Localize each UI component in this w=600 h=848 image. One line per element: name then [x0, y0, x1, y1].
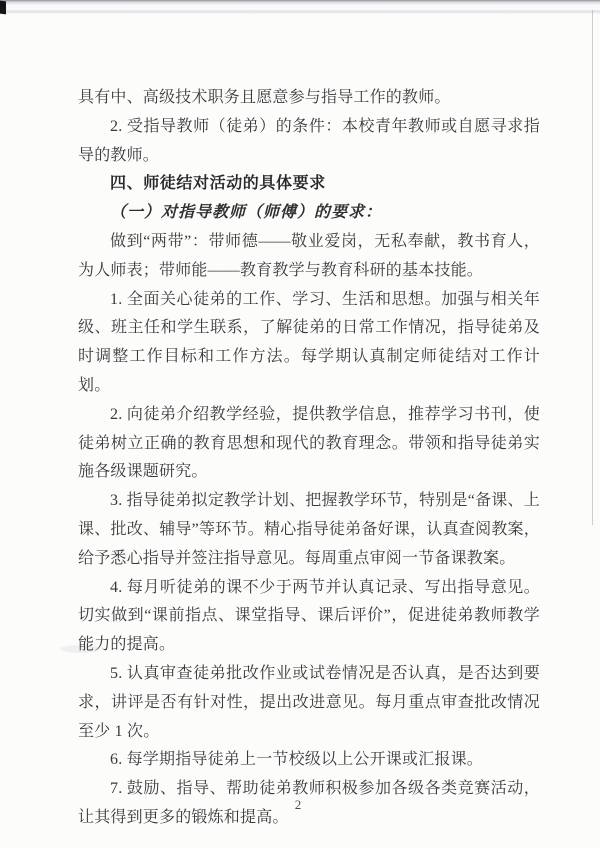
requirement-7-paragraph: 7. 鼓励、指导、帮助徒弟教师积极参加各级各类竞赛活动，让其得到更多的锻炼和提高。	[78, 780, 540, 826]
requirement-3-paragraph: 3. 指导徒弟拟定教学计划、把握教学环节，特别是“备课、上课、批改、辅导”等环节。精心指导徒弟备好课，认真查阅教案，给予悉心指导并签注指导意见。每周重点审阅一节备课教案。	[78, 492, 540, 567]
page-number: 2	[294, 797, 302, 812]
document-body	[78, 84, 540, 833]
mentee-conditions-paragraph: 2. 受指导教师（徒弟）的条件：本校青年教师或自愿寻求指导的教师。	[78, 117, 540, 164]
two-belts-paragraph: 做到“两带”：带师德——敬业爱岗，无私奉献，教书育人，为人师表；带师能——教育教学与教育科研的基本技能。	[78, 232, 540, 279]
requirement-4-paragraph: 4. 每月听徒弟的课不少于两节并认真记录、写出指导意见。切实做到“课前指点、课堂指导、课后评价”，促进徒弟教师教学能力的提高。	[78, 578, 540, 654]
scan-right-edge-artifact	[592, 10, 593, 525]
requirement-6-paragraph: 6. 每学期指导徒弟上一节校级以上公开课或汇报课。	[110, 751, 484, 769]
scan-corner-artifact	[0, 1, 6, 15]
requirement-1-paragraph: 1. 全面关心徒弟的工作、学习、生活和思想。加强与相关年级、班主任和学生联系，了解徒弟的日常工作情况，指导徒弟及时调整工作目标和工作方法。每学期认真制定师徒结对工作计划。	[78, 290, 540, 394]
requirement-5-paragraph: 5. 认真审查徒弟批改作业或试卷情况是否认真，是否达到要求，讲评是否有针对性，提出改进意见。每月重点审查批改情况至少 1 次。	[78, 664, 540, 740]
subsection-one-heading: （一）对指导教师（师傅）的要求：	[110, 204, 383, 222]
continuation-paragraph: 具有中、高级技术职务且愿意参与指导工作的教师。	[78, 89, 451, 106]
scan-top-edge-artifact	[0, 0, 600, 15]
section-four-heading: 四、师徒结对活动的具体要求	[110, 175, 326, 193]
requirement-2-paragraph: 2. 向徒弟介绍教学经验，提供教学信息，推荐学习书刊，使徒弟树立正确的教育思想和现代的教育理念。带领和指导徒弟实施各级课题研究。	[78, 405, 540, 481]
